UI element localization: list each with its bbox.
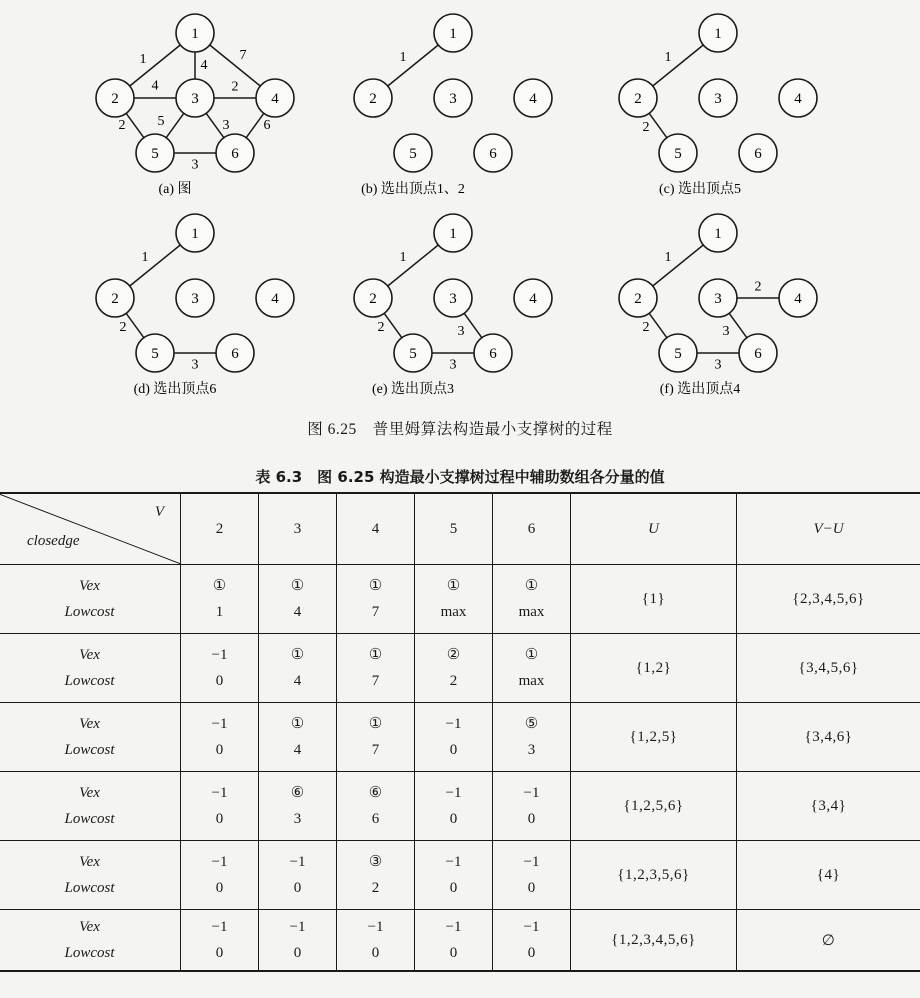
corner-closedge-label: closedge — [27, 533, 80, 549]
edge-weight: 2 — [118, 118, 126, 133]
panel-caption: (d) 选出顶点6 — [133, 382, 217, 397]
edge-weight: 2 — [754, 279, 762, 295]
svg-text:3: 3 — [714, 291, 722, 307]
svg-text:4: 4 — [529, 91, 537, 107]
graph-vertex — [354, 79, 392, 117]
lowcost-value: 0 — [449, 811, 458, 827]
graph-vertex — [136, 334, 174, 372]
edge-weight: 3 — [449, 357, 457, 373]
table-row — [0, 772, 920, 841]
auxiliary-array-table — [0, 492, 920, 972]
svg-text:2: 2 — [369, 91, 377, 107]
svg-text:2: 2 — [111, 91, 119, 107]
svg-text:6: 6 — [754, 346, 762, 362]
svg-text:5: 5 — [674, 146, 682, 162]
graph-edge — [653, 45, 704, 86]
vex-label: Vex — [79, 919, 100, 935]
closedge-cell — [337, 841, 415, 910]
lowcost-value: 1 — [215, 604, 224, 620]
edge-weight: 1 — [141, 250, 149, 265]
lowcost-value: max — [518, 604, 545, 620]
edge-weight: 3 — [722, 324, 730, 339]
svg-text:3: 3 — [714, 91, 722, 107]
closedge-cell — [337, 910, 415, 972]
row-header — [0, 910, 181, 972]
lowcost-value: 3 — [293, 811, 302, 827]
lowcost-label: Lowcost — [64, 880, 115, 896]
graph-vertex — [176, 279, 214, 317]
vex-value: ① — [524, 578, 539, 594]
closedge-cell — [259, 910, 337, 972]
vex-value: −1 — [211, 854, 228, 870]
graph-vertex — [474, 134, 512, 172]
edge-weight: 3 — [222, 118, 230, 133]
svg-text:6: 6 — [489, 146, 497, 162]
edge-weight: 1 — [664, 250, 672, 265]
lowcost-label: Lowcost — [64, 811, 115, 827]
table-caption: 表 6.3 图 6.25 构造最小支撑树过程中辅助数组各分量的值 — [255, 468, 665, 486]
edge-weight: 4 — [200, 58, 208, 73]
lowcost-value: max — [440, 604, 467, 620]
graph-panel — [619, 214, 817, 397]
vex-value: −1 — [523, 854, 540, 870]
graph-panel — [96, 14, 294, 197]
vex-value: ① — [368, 716, 383, 732]
graph-vertex — [354, 279, 392, 317]
lowcost-value: 0 — [215, 945, 224, 961]
vex-label: Vex — [79, 716, 100, 732]
lowcost-value: 7 — [371, 604, 380, 620]
figure-caption: 图 6.25 普里姆算法构造最小支撑树的过程 — [307, 421, 613, 438]
graph-vertex — [619, 79, 657, 117]
svg-text:1: 1 — [714, 226, 722, 242]
svg-text:6: 6 — [231, 346, 239, 362]
graph-vertex — [474, 334, 512, 372]
svg-text:6: 6 — [754, 146, 762, 162]
graph-vertex — [619, 279, 657, 317]
edge-weight: 5 — [157, 114, 165, 129]
lowcost-value: 2 — [371, 880, 380, 896]
closedge-cell — [181, 841, 259, 910]
edge-weight: 1 — [664, 50, 672, 65]
graph-vertex — [514, 79, 552, 117]
vex-label: Vex — [79, 854, 100, 870]
graph-edge — [130, 245, 181, 286]
vex-value: ① — [290, 647, 305, 663]
svg-text:3: 3 — [191, 291, 199, 307]
lowcost-value: max — [518, 673, 545, 689]
panel-caption: (a) 图 — [158, 182, 192, 197]
vex-label: Vex — [79, 647, 100, 663]
closedge-cell — [415, 565, 493, 634]
vex-value: ① — [290, 716, 305, 732]
closedge-cell — [259, 565, 337, 634]
col-header: 2 — [181, 493, 259, 565]
vex-value: −1 — [445, 785, 462, 801]
edge-weight: 3 — [191, 157, 199, 173]
svg-text:2: 2 — [634, 291, 642, 307]
table-header-row — [0, 493, 920, 565]
vex-value: ⑥ — [368, 785, 383, 801]
edge-weight: 1 — [399, 250, 407, 265]
vex-value: −1 — [211, 647, 228, 663]
closedge-cell — [415, 703, 493, 772]
edge-weight: 1 — [399, 50, 407, 65]
graph-panel — [619, 14, 817, 197]
closedge-cell — [259, 841, 337, 910]
u-set-cell: {1,2,5,6} — [571, 772, 737, 841]
panel-caption: (e) 选出顶点3 — [371, 382, 455, 397]
svg-text:5: 5 — [409, 346, 417, 362]
closedge-cell — [493, 910, 571, 972]
vex-value: −1 — [523, 919, 540, 935]
graph-panel — [354, 214, 552, 397]
u-set-cell: {1,2,3,5,6} — [571, 841, 737, 910]
closedge-cell — [415, 772, 493, 841]
u-set-cell: {1,2,5} — [571, 703, 737, 772]
u-set-cell: {1} — [571, 565, 737, 634]
row-header — [0, 565, 181, 634]
table-row — [0, 910, 920, 972]
closedge-cell — [493, 841, 571, 910]
svg-text:3: 3 — [191, 91, 199, 107]
svg-text:3: 3 — [449, 91, 457, 107]
vex-value: ① — [524, 647, 539, 663]
vex-value: ③ — [368, 854, 383, 870]
edge-weight: 2 — [377, 320, 385, 335]
closedge-cell — [181, 565, 259, 634]
edge-weight: 2 — [642, 320, 650, 335]
graph-vertex — [699, 14, 737, 52]
vex-label: Vex — [79, 578, 100, 594]
edge-weight: 1 — [139, 52, 147, 67]
edge-weight: 3 — [191, 357, 199, 373]
lowcost-value: 0 — [215, 811, 224, 827]
svg-text:6: 6 — [231, 146, 239, 162]
vex-value: −1 — [211, 716, 228, 732]
vex-label: Vex — [79, 785, 100, 801]
svg-text:5: 5 — [409, 146, 417, 162]
lowcost-value: 4 — [293, 673, 302, 689]
col-header-v-minus-u: V−U — [737, 493, 920, 565]
graph-edge — [206, 113, 224, 137]
vex-value: ② — [446, 647, 461, 663]
lowcost-value: 4 — [293, 604, 302, 620]
graph-vertex — [394, 134, 432, 172]
graph-vertex — [96, 279, 134, 317]
graph-vertex — [136, 134, 174, 172]
lowcost-label: Lowcost — [64, 742, 115, 758]
edge-weight: 2 — [231, 79, 239, 95]
lowcost-value: 0 — [215, 742, 224, 758]
closedge-cell — [181, 910, 259, 972]
vex-value: −1 — [367, 919, 384, 935]
graph-edge — [388, 245, 439, 286]
graph-vertex — [216, 134, 254, 172]
graph-vertex — [514, 279, 552, 317]
v-minus-u-set-cell: {2,3,4,5,6} — [737, 565, 920, 634]
table-row — [0, 841, 920, 910]
closedge-cell — [493, 565, 571, 634]
closedge-cell — [181, 634, 259, 703]
edge-weight: 3 — [457, 324, 465, 339]
svg-text:4: 4 — [271, 91, 279, 107]
svg-text:4: 4 — [794, 291, 802, 307]
lowcost-value: 0 — [293, 945, 302, 961]
svg-text:1: 1 — [449, 26, 457, 42]
u-set-cell: {1,2,3,4,5,6} — [571, 910, 737, 972]
graph-vertex — [699, 79, 737, 117]
lowcost-value: 0 — [527, 880, 536, 896]
panel-caption: (c) 选出顶点5 — [658, 182, 742, 197]
graph-vertex — [176, 79, 214, 117]
lowcost-value: 0 — [527, 945, 536, 961]
closedge-cell — [493, 703, 571, 772]
graph-edge — [653, 245, 704, 286]
graph-edge — [388, 45, 439, 86]
closedge-cell — [259, 703, 337, 772]
closedge-cell — [259, 772, 337, 841]
vex-value: ⑥ — [290, 785, 305, 801]
corner-cell — [0, 493, 181, 565]
vex-value: −1 — [523, 785, 540, 801]
v-minus-u-set-cell: {3,4,6} — [737, 703, 920, 772]
graph-panel — [354, 14, 552, 197]
graph-edge — [464, 313, 482, 337]
closedge-cell — [337, 772, 415, 841]
closedge-cell — [493, 634, 571, 703]
graph-edge — [126, 113, 144, 137]
panel-caption: (f) 选出顶点4 — [659, 382, 741, 397]
graph-vertex — [394, 334, 432, 372]
edge-weight: 2 — [642, 120, 650, 135]
row-header — [0, 841, 181, 910]
table-row — [0, 703, 920, 772]
col-header: 6 — [493, 493, 571, 565]
svg-text:2: 2 — [634, 91, 642, 107]
graph-vertex — [739, 334, 777, 372]
lowcost-value: 6 — [371, 811, 380, 827]
panel-caption: (b) 选出顶点1、2 — [361, 182, 465, 197]
table-row — [0, 634, 920, 703]
row-header — [0, 703, 181, 772]
svg-text:2: 2 — [111, 291, 119, 307]
lowcost-value: 4 — [293, 742, 302, 758]
graph-vertex — [434, 14, 472, 52]
vex-value: ① — [368, 647, 383, 663]
lowcost-value: 0 — [371, 945, 380, 961]
svg-text:1: 1 — [714, 26, 722, 42]
graph-edge — [649, 313, 667, 337]
closedge-cell — [181, 772, 259, 841]
graph-edge — [126, 313, 144, 337]
svg-text:1: 1 — [449, 226, 457, 242]
graph-vertex — [659, 334, 697, 372]
graph-edge — [384, 313, 402, 337]
svg-text:4: 4 — [529, 291, 537, 307]
closedge-cell — [415, 910, 493, 972]
graph-edge — [246, 113, 264, 137]
closedge-cell — [259, 634, 337, 703]
table-row — [0, 565, 920, 634]
vex-value: ① — [446, 578, 461, 594]
lowcost-value: 3 — [527, 742, 536, 758]
graph-edge — [649, 113, 667, 137]
graph-vertex — [256, 279, 294, 317]
vex-value: −1 — [211, 919, 228, 935]
vex-value: −1 — [289, 919, 306, 935]
edge-weight: 6 — [263, 118, 271, 133]
graph-vertex — [434, 214, 472, 252]
graph-vertex — [739, 134, 777, 172]
graph-edge — [729, 313, 747, 337]
col-header: 5 — [415, 493, 493, 565]
closedge-cell — [415, 841, 493, 910]
lowcost-label: Lowcost — [64, 604, 115, 620]
graph-vertex — [434, 79, 472, 117]
graph-vertex — [434, 279, 472, 317]
vex-value: −1 — [445, 854, 462, 870]
graph-vertex — [779, 79, 817, 117]
closedge-cell — [337, 634, 415, 703]
graph-vertex — [176, 214, 214, 252]
lowcost-value: 0 — [449, 742, 458, 758]
col-header: 4 — [337, 493, 415, 565]
graph-vertex — [699, 214, 737, 252]
vex-value: ① — [368, 578, 383, 594]
v-minus-u-set-cell: {3,4,5,6} — [737, 634, 920, 703]
figure-6-25 — [0, 0, 920, 410]
closedge-cell — [493, 772, 571, 841]
svg-text:5: 5 — [674, 346, 682, 362]
lowcost-value: 0 — [215, 880, 224, 896]
graph-vertex — [216, 334, 254, 372]
vex-value: −1 — [289, 854, 306, 870]
graph-vertex — [779, 279, 817, 317]
svg-text:4: 4 — [271, 291, 279, 307]
row-header — [0, 772, 181, 841]
v-minus-u-set-cell: {3,4} — [737, 772, 920, 841]
vex-value: ① — [212, 578, 227, 594]
col-header: 3 — [259, 493, 337, 565]
lowcost-value: 7 — [371, 673, 380, 689]
lowcost-label: Lowcost — [64, 945, 115, 961]
vex-value: −1 — [211, 785, 228, 801]
svg-text:4: 4 — [794, 91, 802, 107]
vex-value: −1 — [445, 919, 462, 935]
lowcost-value: 0 — [449, 880, 458, 896]
svg-text:1: 1 — [191, 226, 199, 242]
lowcost-value: 2 — [449, 673, 458, 689]
graph-vertex — [176, 14, 214, 52]
graph-panel — [96, 214, 294, 397]
closedge-cell — [415, 634, 493, 703]
lowcost-value: 0 — [527, 811, 536, 827]
vex-value: ⑤ — [524, 716, 539, 732]
u-set-cell: {1,2} — [571, 634, 737, 703]
svg-text:6: 6 — [489, 346, 497, 362]
lowcost-value: 0 — [215, 673, 224, 689]
closedge-cell — [337, 703, 415, 772]
svg-text:2: 2 — [369, 291, 377, 307]
graph-edge — [166, 113, 184, 137]
edge-weight: 4 — [151, 78, 159, 94]
svg-text:5: 5 — [151, 146, 159, 162]
svg-text:3: 3 — [449, 291, 457, 307]
lowcost-label: Lowcost — [64, 673, 115, 689]
svg-text:1: 1 — [191, 26, 199, 42]
edge-weight: 2 — [119, 320, 127, 335]
vex-value: −1 — [445, 716, 462, 732]
lowcost-value: 0 — [293, 880, 302, 896]
col-header-u: U — [571, 493, 737, 565]
lowcost-value: 7 — [371, 742, 380, 758]
svg-text:5: 5 — [151, 346, 159, 362]
closedge-cell — [337, 565, 415, 634]
v-minus-u-set-cell: ∅ — [737, 910, 920, 972]
graph-vertex — [659, 134, 697, 172]
corner-v-label: V — [154, 504, 164, 520]
v-minus-u-set-cell: {4} — [737, 841, 920, 910]
row-header — [0, 634, 181, 703]
graph-vertex — [256, 79, 294, 117]
graph-vertex — [96, 79, 134, 117]
edge-weight: 7 — [239, 48, 247, 63]
lowcost-value: 0 — [449, 945, 458, 961]
vex-value: ① — [290, 578, 305, 594]
graph-vertex — [699, 279, 737, 317]
edge-weight: 3 — [714, 357, 722, 373]
closedge-cell — [181, 703, 259, 772]
